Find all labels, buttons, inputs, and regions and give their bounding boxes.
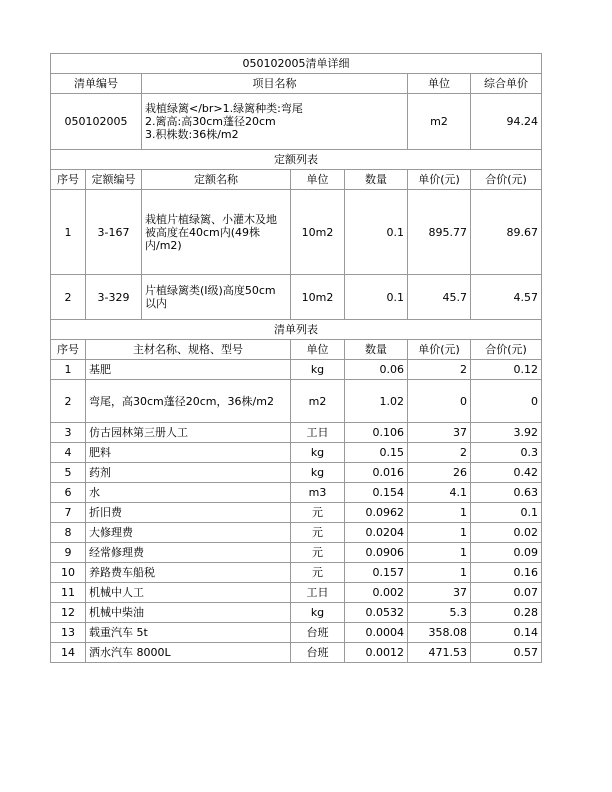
material-total: 0.07 bbox=[471, 583, 542, 603]
material-price: 471.53 bbox=[408, 643, 471, 663]
material-price: 0 bbox=[408, 380, 471, 423]
material-no: 6 bbox=[51, 483, 86, 503]
material-price: 1 bbox=[408, 543, 471, 563]
table-row bbox=[51, 623, 542, 643]
quota-total: 4.57 bbox=[471, 275, 542, 320]
material-no: 7 bbox=[51, 503, 86, 523]
material-qty: 0.154 bbox=[345, 483, 408, 503]
quota-header-no: 序号 bbox=[51, 170, 86, 190]
material-unit: 工日 bbox=[291, 583, 345, 603]
material-qty: 0.0204 bbox=[345, 523, 408, 543]
quota-name-line: 被高度在40cm内(49株 bbox=[145, 225, 261, 239]
material-qty: 0.0906 bbox=[345, 543, 408, 563]
material-qty: 0.0532 bbox=[345, 603, 408, 623]
material-header-qty: 数量 bbox=[345, 340, 408, 360]
material-unit: 元 bbox=[291, 543, 345, 563]
material-unit: 元 bbox=[291, 563, 345, 583]
material-no: 11 bbox=[51, 583, 86, 603]
material-unit: m2 bbox=[291, 380, 345, 423]
quota-no: 2 bbox=[51, 275, 86, 320]
material-no: 4 bbox=[51, 443, 86, 463]
item-name-line: 栽植绿篱</br>1.绿篱种类:弯尾 bbox=[145, 102, 303, 115]
material-section-title: 清单列表 bbox=[51, 320, 542, 340]
material-total: 0.42 bbox=[471, 463, 542, 483]
quota-total: 89.67 bbox=[471, 190, 542, 275]
material-no: 3 bbox=[51, 423, 86, 443]
table-row bbox=[51, 360, 542, 380]
material-total: 0.3 bbox=[471, 443, 542, 463]
material-total: 0.28 bbox=[471, 603, 542, 623]
material-qty: 0.0962 bbox=[345, 503, 408, 523]
material-header-no: 序号 bbox=[51, 340, 86, 360]
material-qty: 1.02 bbox=[345, 380, 408, 423]
material-unit: 台班 bbox=[291, 643, 345, 663]
material-qty: 0.06 bbox=[345, 360, 408, 380]
material-unit: 元 bbox=[291, 503, 345, 523]
material-qty: 0.002 bbox=[345, 583, 408, 603]
material-name: 经常修理费 bbox=[86, 543, 291, 563]
item-name-line: 3.积株数:36株/m2 bbox=[145, 128, 239, 141]
material-no: 9 bbox=[51, 543, 86, 563]
quota-qty: 0.1 bbox=[345, 275, 408, 320]
material-name: 肥料 bbox=[86, 443, 291, 463]
quota-name bbox=[142, 275, 291, 320]
item-name-line: 2.篱高:高30cm蓬径20cm bbox=[145, 115, 276, 128]
item-name-value bbox=[142, 94, 408, 150]
material-price: 1 bbox=[408, 523, 471, 543]
material-name: 机械中柴油 bbox=[86, 603, 291, 623]
quota-price: 45.7 bbox=[408, 275, 471, 320]
material-name: 洒水汽车 8000L bbox=[86, 643, 291, 663]
material-total: 0.57 bbox=[471, 643, 542, 663]
material-name: 养路费车船税 bbox=[86, 563, 291, 583]
material-name: 大修理费 bbox=[86, 523, 291, 543]
material-price: 26 bbox=[408, 463, 471, 483]
material-total: 0.1 bbox=[471, 503, 542, 523]
header-item-name: 项目名称 bbox=[142, 74, 408, 94]
material-no: 12 bbox=[51, 603, 86, 623]
table-row bbox=[51, 275, 542, 320]
material-qty: 0.15 bbox=[345, 443, 408, 463]
table-row bbox=[51, 380, 542, 423]
table-row bbox=[51, 583, 542, 603]
material-price: 1 bbox=[408, 503, 471, 523]
table-row bbox=[51, 543, 542, 563]
material-qty: 0.016 bbox=[345, 463, 408, 483]
material-unit: kg bbox=[291, 463, 345, 483]
quota-header-qty: 数量 bbox=[345, 170, 408, 190]
quota-header-name: 定额名称 bbox=[142, 170, 291, 190]
list-code-value: 050102005 bbox=[51, 94, 142, 150]
material-header-total: 合价(元) bbox=[471, 340, 542, 360]
list-detail-table bbox=[50, 53, 542, 150]
quota-unit: 10m2 bbox=[291, 190, 345, 275]
quota-qty: 0.1 bbox=[345, 190, 408, 275]
material-price: 4.1 bbox=[408, 483, 471, 503]
quota-section-title: 定额列表 bbox=[51, 150, 542, 170]
material-total: 0.16 bbox=[471, 563, 542, 583]
material-no: 5 bbox=[51, 463, 86, 483]
material-unit: kg bbox=[291, 443, 345, 463]
table-row bbox=[51, 503, 542, 523]
quota-no: 1 bbox=[51, 190, 86, 275]
material-total: 0.09 bbox=[471, 543, 542, 563]
quota-header-price: 单价(元) bbox=[408, 170, 471, 190]
material-no: 2 bbox=[51, 380, 86, 423]
material-price: 1 bbox=[408, 563, 471, 583]
material-price: 37 bbox=[408, 423, 471, 443]
table-row bbox=[51, 443, 542, 463]
quota-code: 3-329 bbox=[86, 275, 142, 320]
material-no: 10 bbox=[51, 563, 86, 583]
table-row bbox=[51, 483, 542, 503]
material-name: 药剂 bbox=[86, 463, 291, 483]
material-header-unit: 单位 bbox=[291, 340, 345, 360]
material-name: 水 bbox=[86, 483, 291, 503]
material-no: 1 bbox=[51, 360, 86, 380]
table-row bbox=[51, 423, 542, 443]
table-row bbox=[51, 603, 542, 623]
material-total: 0.14 bbox=[471, 623, 542, 643]
material-qty: 0.0012 bbox=[345, 643, 408, 663]
quota-name-line: 以内 bbox=[145, 297, 167, 310]
material-header-name: 主材名称、规格、型号 bbox=[86, 340, 291, 360]
material-unit: kg bbox=[291, 360, 345, 380]
material-no: 14 bbox=[51, 643, 86, 663]
unit-price-value: 94.24 bbox=[471, 94, 542, 150]
quota-header-total: 合价(元) bbox=[471, 170, 542, 190]
quota-table bbox=[50, 149, 542, 320]
material-name: 机械中人工 bbox=[86, 583, 291, 603]
table-row bbox=[51, 523, 542, 543]
material-total: 0.63 bbox=[471, 483, 542, 503]
material-total: 0.02 bbox=[471, 523, 542, 543]
material-qty: 0.157 bbox=[345, 563, 408, 583]
material-unit: 台班 bbox=[291, 623, 345, 643]
material-table bbox=[50, 319, 542, 663]
material-price: 5.3 bbox=[408, 603, 471, 623]
material-unit: kg bbox=[291, 603, 345, 623]
table-row bbox=[51, 563, 542, 583]
quota-unit: 10m2 bbox=[291, 275, 345, 320]
material-unit: m3 bbox=[291, 483, 345, 503]
material-total: 0.12 bbox=[471, 360, 542, 380]
header-unit: 单位 bbox=[408, 74, 471, 94]
material-price: 358.08 bbox=[408, 623, 471, 643]
document-title: 050102005清单详细 bbox=[51, 54, 542, 74]
quota-header-unit: 单位 bbox=[291, 170, 345, 190]
table-row bbox=[51, 463, 542, 483]
table-row bbox=[51, 190, 542, 275]
material-name: 载重汽车 5t bbox=[86, 623, 291, 643]
material-price: 2 bbox=[408, 360, 471, 380]
material-unit: 元 bbox=[291, 523, 345, 543]
material-no: 13 bbox=[51, 623, 86, 643]
quota-code: 3-167 bbox=[86, 190, 142, 275]
material-name: 折旧费 bbox=[86, 503, 291, 523]
material-total: 0 bbox=[471, 380, 542, 423]
material-price: 37 bbox=[408, 583, 471, 603]
quota-price: 895.77 bbox=[408, 190, 471, 275]
material-total: 3.92 bbox=[471, 423, 542, 443]
quota-name bbox=[142, 190, 291, 275]
header-unit-price: 综合单价 bbox=[471, 74, 542, 94]
table-row bbox=[51, 643, 542, 663]
material-price: 2 bbox=[408, 443, 471, 463]
material-qty: 0.0004 bbox=[345, 623, 408, 643]
quota-name-line: 片植绿篱类(I级)高度50cm bbox=[145, 284, 276, 297]
material-name: 弯尾，高30cm蓬径20cm，36株/m2 bbox=[86, 380, 291, 423]
material-qty: 0.106 bbox=[345, 423, 408, 443]
quota-name-line: 栽植片植绿篱、小灌木及地 bbox=[145, 212, 277, 226]
material-name: 基肥 bbox=[86, 360, 291, 380]
material-name: 仿古园林第三册人工 bbox=[86, 423, 291, 443]
quota-name-line: 内/m2) bbox=[145, 238, 182, 252]
unit-value: m2 bbox=[408, 94, 471, 150]
material-no: 8 bbox=[51, 523, 86, 543]
header-list-code: 清单编号 bbox=[51, 74, 142, 94]
material-unit: 工日 bbox=[291, 423, 345, 443]
material-header-price: 单价(元) bbox=[408, 340, 471, 360]
quota-header-code: 定额编号 bbox=[86, 170, 142, 190]
